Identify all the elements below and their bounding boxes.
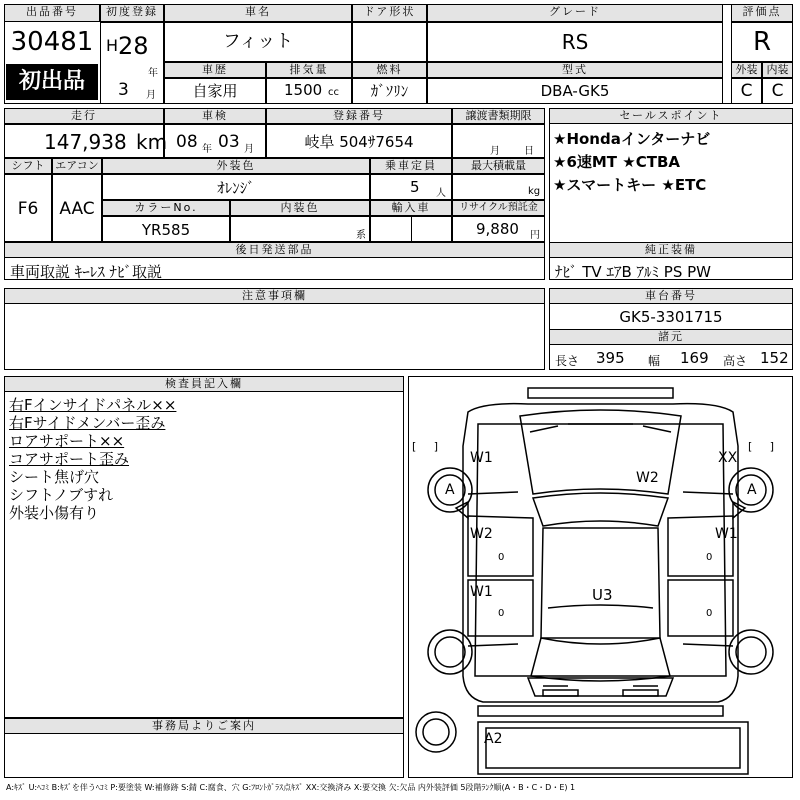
inspector-note: 右Fサイドメンバー歪み	[9, 414, 166, 432]
displacement: 1500	[284, 81, 323, 99]
ext-color-label: 外装色	[102, 158, 370, 174]
grade-label: グレード	[427, 4, 723, 22]
color-no: YR585	[102, 216, 230, 242]
first-reg-era: H	[106, 36, 119, 55]
inspector-note: コアサポート歪み	[9, 450, 130, 468]
sales-point-3: ★スマートキー ★ETC	[553, 176, 707, 194]
int-color-unit: 系	[356, 230, 366, 241]
inspection-month-unit: 月	[244, 144, 254, 155]
mileage: 147,938	[44, 130, 127, 154]
aircon: AAC	[52, 174, 102, 242]
month-unit: 月	[146, 90, 156, 101]
mark-zero: 0	[706, 552, 713, 563]
mark-xx-front-right: XX	[718, 450, 738, 466]
recycle-unit: 円	[530, 230, 540, 241]
int-color-label: 内装色	[230, 200, 370, 216]
mark-u3-roof: U3	[592, 586, 613, 604]
grade: RS	[561, 30, 589, 54]
mark-w1-right-door: W1	[715, 526, 738, 542]
chassis-no: GK5-3301715	[619, 308, 723, 326]
mark-w1-front-left: W1	[470, 450, 493, 466]
inspector-note: 右Fインサイドパネル××	[9, 396, 177, 414]
transfer-month-unit: 月	[490, 146, 500, 157]
int-color-cell	[230, 216, 370, 242]
width-label: 幅	[648, 354, 661, 368]
history: 自家用	[164, 78, 266, 104]
car-name: フィット	[222, 31, 294, 52]
width: 169	[680, 349, 709, 367]
model-code: DBA-GK5	[427, 78, 723, 104]
mileage-label: 走行	[4, 108, 164, 124]
mark-zero: 0	[498, 608, 505, 619]
bracket-right: [ ]	[748, 440, 775, 453]
sales-points-label: セールスポイント	[549, 108, 793, 124]
interior-grade: C	[762, 78, 793, 104]
inspector-notes	[9, 396, 176, 522]
score: R	[752, 27, 772, 57]
inspector-note: シフトノブすれ	[9, 486, 114, 504]
recycle: 9,880	[476, 220, 519, 238]
inspection-year: 08	[176, 132, 198, 152]
mark-zero: 0	[706, 608, 713, 619]
ext-color: ｵﾚﾝｼﾞ	[102, 174, 370, 200]
capacity: 5	[410, 178, 420, 196]
equipment-label: 純正装備	[549, 242, 793, 258]
chassis-label: 車台番号	[549, 288, 793, 304]
first-reg-year: 28	[118, 32, 149, 60]
displacement-unit: cc	[328, 87, 339, 98]
sales-point-1: ★Hondaインターナビ	[553, 130, 711, 148]
inspection-label: 車検	[164, 108, 266, 124]
aircon-label: エアコン	[52, 158, 102, 174]
bracket-left: [ ]	[412, 440, 439, 453]
exterior-grade: C	[731, 78, 762, 104]
transfer-label: 譲渡書類期限	[452, 108, 545, 124]
mark-a2-trunk: A2	[484, 731, 503, 747]
equipment: ﾅﾋﾞ TV ｴｱB ｱﾙﾐ PS PW	[555, 263, 711, 281]
first-reg-label: 初度登録	[100, 4, 164, 22]
mark-w1-left-rear-door: W1	[470, 584, 493, 600]
mark-w2-left-door: W2	[470, 526, 493, 542]
inspector-note: 外装小傷有り	[9, 504, 100, 522]
displacement-label: 排気量	[266, 62, 352, 78]
mark-zero: 0	[498, 552, 505, 563]
office-label: 事務局よりご案内	[4, 718, 404, 734]
mark-a-right-wheel: A	[747, 482, 757, 498]
inspector-label: 検査員記入欄	[4, 376, 404, 392]
later-parts: 車両取説 ｷｰﾚｽ ﾅﾋﾞ取説	[10, 263, 163, 281]
fuel: ｶﾞｿﾘﾝ	[352, 78, 427, 104]
length: 395	[596, 349, 625, 367]
inspection-year-unit: 年	[202, 144, 212, 155]
max-load-label: 最大積載量	[452, 158, 545, 174]
dims-label: 諸元	[549, 329, 793, 345]
lot-no: 30481	[10, 27, 94, 57]
recycle-label: リサイクル預託金	[452, 200, 545, 216]
lot-no-label: 出品番号	[4, 4, 100, 22]
legend-footer: A:ｷｽﾞ U:ﾍｺﾐ B:ｷｽﾞを伴うﾍｺﾐ P:要塗装 W:補修跡 S:錆 C:腐食、穴 G:ﾌﾛﾝﾄｶﾞﾗｽ点ｷｽﾞ XX:交換済み X:要交換 欠:欠品 内外装評価 5段階ﾗﾝｸ順(A・B・C・D・E) 1	[6, 783, 576, 792]
inspection-month: 03	[218, 132, 240, 152]
score-label: 評価点	[731, 4, 793, 22]
later-parts-label: 後日発送部品	[4, 242, 545, 258]
history-label: 車歴	[164, 62, 266, 78]
door-label: ドア形状	[352, 4, 427, 22]
mark-w2-hood: W2	[636, 470, 659, 486]
interior-grade-label: 内装	[762, 62, 793, 78]
first-reg-month: 3	[118, 80, 129, 100]
first-listing-badge: 初出品	[6, 64, 98, 100]
inspector-note: ロアサポート××	[9, 432, 125, 450]
car-diagram	[408, 376, 793, 778]
car-name-label: 車名	[164, 4, 352, 22]
mileage-unit: km	[136, 130, 168, 154]
import-label: 輸入車	[370, 200, 452, 216]
inspector-note: シート焦げ穴	[9, 468, 100, 486]
length-label: 長さ	[555, 354, 580, 368]
reg-no: 岐阜 504ｻ7654	[266, 124, 452, 158]
shift: F6	[4, 174, 52, 242]
fuel-label: 燃料	[352, 62, 427, 78]
capacity-unit: 人	[436, 188, 446, 199]
caution-label: 注意事項欄	[4, 288, 545, 304]
reg-no-label: 登録番号	[266, 108, 452, 124]
capacity-label: 乗車定員	[370, 158, 452, 174]
year-unit: 年	[148, 68, 158, 79]
import-divider	[411, 216, 412, 242]
model-code-label: 型式	[427, 62, 723, 78]
height: 152	[760, 349, 789, 367]
door-value	[352, 22, 427, 62]
height-label: 高さ	[723, 354, 748, 368]
color-no-label: カラーNo.	[102, 200, 230, 216]
sales-point-2: ★6速MT ★CTBA	[553, 153, 680, 171]
exterior-grade-label: 外装	[731, 62, 762, 78]
mark-a-left-wheel: A	[445, 482, 455, 498]
shift-label: シフト	[4, 158, 52, 174]
transfer-day-unit: 日	[524, 146, 534, 157]
max-load-unit: kg	[528, 186, 541, 197]
